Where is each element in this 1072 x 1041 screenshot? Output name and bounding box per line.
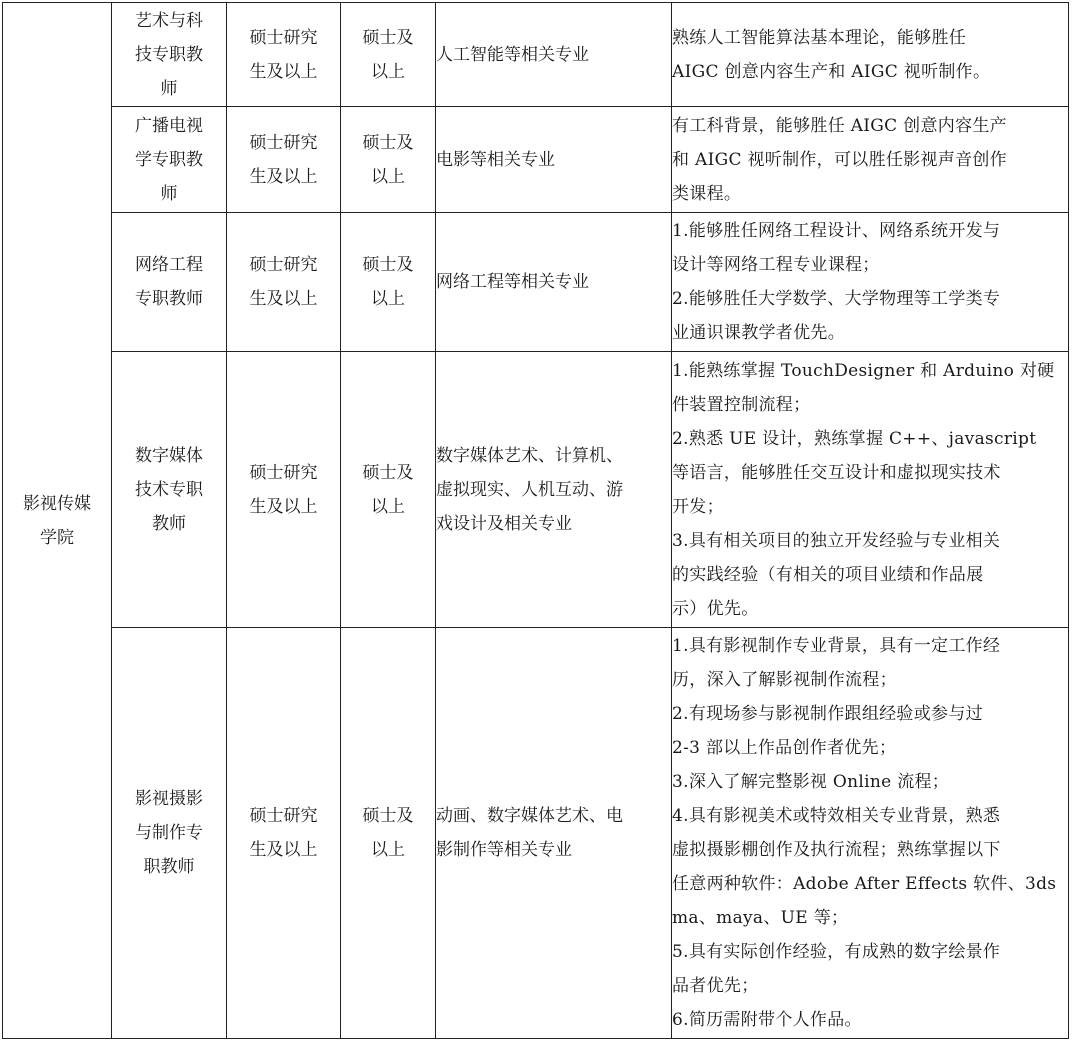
requirement-line: 1.能够胜任网络工程设计、网络系统开发与 <box>672 221 1001 241</box>
major-cell <box>436 628 672 1039</box>
position-cell <box>112 213 227 352</box>
position-line: 广播电视 <box>135 115 203 136</box>
table-row <box>3 628 1069 1039</box>
requirement-line: 品者优先； <box>672 976 759 996</box>
requirement-line: ma、maya、UE 等； <box>672 908 849 928</box>
degree-line: 以上 <box>371 840 405 860</box>
requirement-line: 等语言，能够胜任交互设计和虚拟现实技术 <box>672 462 1001 483</box>
position-line: 技术专职 <box>135 479 203 500</box>
requirement-line: 业通识课教学者优先。 <box>672 323 845 343</box>
major-cell <box>436 352 672 628</box>
recruitment-table <box>2 2 1069 1039</box>
major-cell <box>436 107 672 213</box>
education-line: 生及以上 <box>249 496 318 517</box>
requirement-line: 任意两种软件：Adobe After Effects 软件、3ds <box>672 874 1057 894</box>
major-line: 网络工程等相关专业 <box>436 272 589 292</box>
requirement-line: 的实践经验（有相关的项目业绩和作品展 <box>672 564 984 585</box>
requirements-cell <box>672 3 1069 107</box>
position-line: 影视摄影 <box>135 789 203 809</box>
table-row <box>3 3 1069 107</box>
major-line: 电影等相关专业 <box>436 149 555 170</box>
major-line: 戏设计及相关专业 <box>436 513 572 534</box>
position-cell <box>112 628 227 1039</box>
degree-line: 硕士及 <box>362 255 414 275</box>
major-line: 人工智能等相关专业 <box>436 44 589 65</box>
position-cell <box>112 3 227 107</box>
requirement-line: 历，深入了解影视制作流程； <box>672 670 897 690</box>
requirement-line: 3.深入了解完整影视 Online 流程； <box>672 772 950 792</box>
position-line: 数字媒体 <box>135 445 203 466</box>
major-cell <box>436 213 672 352</box>
requirement-line: 开发； <box>672 496 724 517</box>
position-cell <box>112 107 227 213</box>
requirement-line: 2.能够胜任大学数学、大学物理等工学类专 <box>672 289 1001 309</box>
requirement-line: 5.具有实际创作经验，有成熟的数字绘景作 <box>672 942 1001 962</box>
requirement-line: 和 AIGC 视听制作，可以胜任影视声音创作 <box>672 149 1007 170</box>
requirements-cell <box>672 352 1069 628</box>
education-cell <box>227 628 341 1039</box>
college-line: 影视传媒 <box>23 493 91 514</box>
position-cell <box>112 352 227 628</box>
position-line: 技专职教 <box>135 44 203 65</box>
degree-line: 硕士及 <box>362 806 414 826</box>
major-line: 数字媒体艺术、计算机、 <box>436 445 623 466</box>
position-line: 艺术与科 <box>135 10 203 31</box>
education-cell <box>227 352 341 628</box>
requirement-line: 件装置控制流程； <box>672 394 811 415</box>
position-line: 网络工程 <box>135 255 203 275</box>
education-cell <box>227 107 341 213</box>
degree-line: 以上 <box>371 61 405 82</box>
position-line: 专职教师 <box>135 289 203 309</box>
requirement-line: 虚拟摄影棚创作及执行流程；熟练掌握以下 <box>672 840 1001 860</box>
requirement-line: 熟练人工智能算法基本理论，能够胜任 <box>672 27 967 48</box>
requirement-line: 示）优先。 <box>672 598 759 619</box>
position-line: 学专职教 <box>135 149 203 170</box>
degree-line: 硕士及 <box>362 132 414 153</box>
position-line: 师 <box>160 78 178 99</box>
education-line: 硕士研究 <box>249 27 318 48</box>
major-line: 影制作等相关专业 <box>436 840 572 860</box>
degree-line: 硕士及 <box>362 27 414 48</box>
education-line: 硕士研究 <box>249 255 318 275</box>
major-line: 虚拟现实、人机互动、游 <box>436 479 623 500</box>
degree-cell <box>341 352 436 628</box>
requirement-line: 4.具有影视美术或特效相关专业背景，熟悉 <box>672 806 1001 826</box>
requirement-line: 设计等网络工程专业课程； <box>672 255 880 275</box>
degree-line: 以上 <box>371 166 405 187</box>
position-line: 师 <box>160 183 178 204</box>
major-cell <box>436 3 672 107</box>
requirement-line: 2.有现场参与影视制作跟组经验或参与过 <box>672 704 983 724</box>
requirement-line: 有工科背景，能够胜任 AIGC 创意内容生产 <box>672 115 1007 136</box>
education-line: 生及以上 <box>249 840 318 860</box>
requirements-cell <box>672 628 1069 1039</box>
table-row <box>3 352 1069 628</box>
position-line: 与制作专 <box>135 823 203 843</box>
education-line: 生及以上 <box>249 289 318 309</box>
requirements-cell <box>672 213 1069 352</box>
education-line: 硕士研究 <box>249 806 318 826</box>
requirement-line: 2-3 部以上作品创作者优先； <box>672 738 897 758</box>
requirement-line: 2.熟悉 UE 设计，熟练掌握 C++、javascript <box>672 428 1037 449</box>
education-cell <box>227 3 341 107</box>
requirement-line: 1.能熟练掌握 TouchDesigner 和 Arduino 对硬 <box>672 360 1055 381</box>
education-line: 生及以上 <box>249 61 318 82</box>
education-line: 硕士研究 <box>249 132 318 153</box>
degree-line: 以上 <box>371 496 405 517</box>
degree-cell <box>341 213 436 352</box>
degree-cell <box>341 628 436 1039</box>
major-line: 动画、数字媒体艺术、电 <box>436 806 623 826</box>
education-cell <box>227 213 341 352</box>
position-line: 职教师 <box>143 857 195 877</box>
degree-line: 硕士及 <box>362 462 414 483</box>
requirement-line: 1.具有影视制作专业背景，具有一定工作经 <box>672 636 1001 656</box>
education-line: 生及以上 <box>249 166 318 187</box>
degree-cell <box>341 3 436 107</box>
table-row <box>3 107 1069 213</box>
college-name <box>3 487 111 555</box>
requirement-line: AIGC 创意内容生产和 AIGC 视听制作。 <box>672 61 991 82</box>
degree-cell <box>341 107 436 213</box>
college-cell <box>3 3 112 1039</box>
requirement-line: 6.简历需附带个人作品。 <box>672 1010 862 1030</box>
education-line: 硕士研究 <box>249 462 318 483</box>
requirement-line: 类课程。 <box>672 183 742 204</box>
table-row <box>3 213 1069 352</box>
position-line: 教师 <box>152 513 186 534</box>
table-body <box>3 3 1069 1039</box>
requirement-line: 3.具有相关项目的独立开发经验与专业相关 <box>672 530 1001 551</box>
college-line: 学院 <box>40 527 74 548</box>
requirements-cell <box>672 107 1069 213</box>
degree-line: 以上 <box>371 289 405 309</box>
